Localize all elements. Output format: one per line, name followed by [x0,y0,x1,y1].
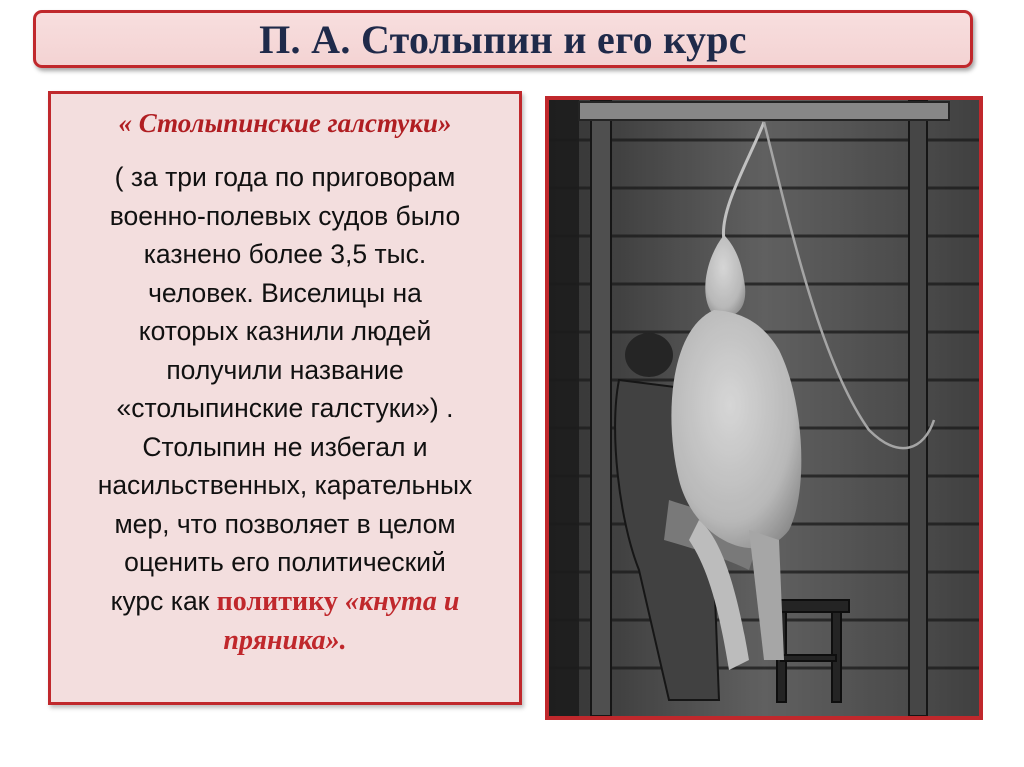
body-line: «столыпинские галстуки») . [116,393,454,423]
last-line-prefix: курс как [110,585,217,616]
emphasis-gingerbread: пряника». [223,625,347,656]
panel-body [65,158,505,661]
historical-photo [545,96,983,720]
text-panel [48,91,522,705]
emphasis-politics: политику [216,585,345,617]
gallows-photo-illustration [549,100,979,716]
body-line: которых казнили людей [138,316,432,346]
body-line: насильственных, карательных [97,470,473,500]
body-line-emphasis [65,582,505,622]
body-line: оценить его политический [124,547,446,577]
panel-heading: « Столыпинские галстуки» [118,108,452,138]
slide-title: П. А. Столыпин и его курс [259,16,747,62]
body-line-emphasis [65,621,505,661]
emphasis-whip: «кнута и [344,585,460,617]
body-line: мер, что позволяет в целом [114,508,456,539]
title-bar [33,10,973,68]
body-line: ( за три года по приговорам [114,162,456,192]
body-line: военно-полевых судов было [109,200,461,231]
body-line: человек. Виселицы на [148,277,422,308]
body-line: получили название [166,354,404,385]
body-line: Столыпин не избегал и [142,431,428,462]
body-line: казнено более 3,5 тыс. [143,239,427,269]
